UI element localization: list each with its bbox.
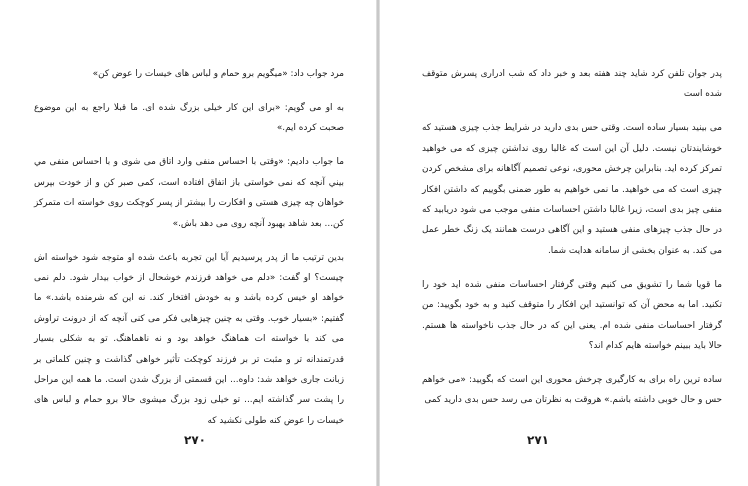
paragraph: ما جواب دادیم: «وقتی با احساس منفی وارد اتاق می شوی و با احساس منفی مي بيني آنچه که نمی خواستی باز اتفاق افتاده است، کمی صبر کن و از خودت بپرس خواهان چه چیزی هستی و افکارت را بیشتر از پسر کوچکت روی خواسته ات متمرکز کن... بعد شاهد بهبود آنچه روی می دهد باش.» xyxy=(34,157,344,229)
page-number: ۲۷۱ xyxy=(527,433,549,447)
paragraph: پدر جوان تلفن کرد شاید چند هفته بعد و خبر داد که شب ادراری پسرش متوقف شده است xyxy=(422,69,722,100)
paragraph: به او می گویم: «برای این کار خیلی بزرگ شده ای. ما قبلا راجع به این موضوع صحبت کرده ایم.» xyxy=(34,103,344,134)
paragraph: مرد جواب داد: «میگویم برو حمام و لباس های خیسات را عوض کن» xyxy=(92,69,344,79)
right-page-body xyxy=(422,64,722,424)
left-page-body xyxy=(34,64,344,445)
page-number: ۲۷۰ xyxy=(184,433,206,447)
paragraph: می بینید بسیار ساده است. وقتی حس بدی دارید در شرایط جذب چیزی هستید که خوشایندتان نیست. دلیل آن این است که غالبا روی نداشتن چیزی که می خواهید تمرکز کرده اید. بنابراین چرخش محوری، نوعی تصمیم آگاهانه برای مشخص کردن چیزی است که می خواهید. ما نمی خواهیم به طور ضمنی بگوییم که داشتن افکار منفی چیز بدی است، زیرا غالبا داشتن احساسات منفی موجب می شود دریابید که در حال جذب چیزهای منفی هستید و این آگاهی درست همانند یک زنگ خطر عمل می کند. به عنوان بخشی از سامانه هدایت شما. xyxy=(422,123,722,256)
paragraph: ساده ترین راه برای به کارگیری چرخش محوری این است که بگویید: «می خواهم حس و حال خوبی داشته باشم.» هروقت به نظرتان می رسد حس بدی دارید کمی xyxy=(422,375,722,406)
paragraph: ما قویا شما را تشویق می کنیم وقتی گرفتار احساسات منفی شده اید خود را تکنید. اما به محض آن که توانستید این افکار را متوقف کنید و به خود بگویید: من گرفتار احساسات منفی شده ام. یعنی این که در حال جذب ناخواسته ها هستم. حالا باید ببینم خواسته هایم کدام اند؟ xyxy=(422,279,722,352)
right-page xyxy=(380,0,748,486)
paragraph: بدین ترتیب ما از پدر پرسیدیم آیا این تجربه باعث شده او متوجه شود خواسته اش چیست؟ او گفت: «دلم می خواهد فرزندم خوشحال از خواب بیدار شود. دلم نمی خواهد او خیس کرده باشد و به خودش افتخار کند. نه این که شرمنده باشد.» ما گفتیم: «بسیار خوب. وقتی به چنین چیزهایی فکر می کنی آنچه که از درونت تراوش می کند با خواسته ات هماهنگ خواهد بود و نه ناهماهنگ. تو به شکلی بسیار قدرتمندانه تر و مثبت تر بر فرزند کوچکت تأثیر خواهی گذاشت و چنین کلماتی بر زبانت جاری خواهد شد: داوه... این قسمتی از بزرگ شدن است. ما همه این مراحل را پشت سر گذاشته ایم... تو خیلی زود بزرگ میشوی حالا برو حمام و لباس های خیسات را عوض کنه طولی نکشید که xyxy=(34,252,344,426)
